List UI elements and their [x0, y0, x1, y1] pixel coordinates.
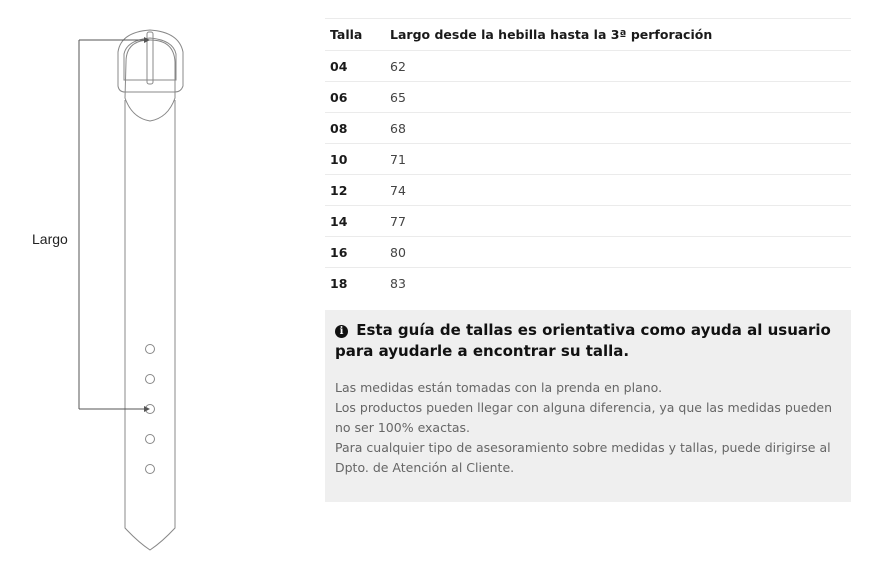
- cell-talla: 18: [325, 268, 385, 300]
- info-title: [335, 320, 841, 362]
- table-row: [325, 113, 851, 144]
- cell-largo: 83: [385, 268, 851, 300]
- largo-label: Largo: [32, 231, 68, 247]
- cell-talla: 12: [325, 175, 385, 206]
- cell-talla: 08: [325, 113, 385, 144]
- column-header-largo: Largo desde la hebilla hasta la 3ª perforación: [385, 19, 851, 51]
- table-row: [325, 175, 851, 206]
- cell-largo: 68: [385, 113, 851, 144]
- table-row: [325, 268, 851, 300]
- info-line: Las medidas están tomadas con la prenda en plano.: [335, 380, 663, 395]
- belt-diagram: [0, 0, 300, 566]
- info-text: [335, 378, 841, 478]
- info-box: [325, 310, 851, 502]
- table-row: [325, 206, 851, 237]
- info-circle-icon: i: [335, 325, 348, 338]
- measure-bracket: [79, 37, 150, 412]
- size-table: [325, 18, 851, 299]
- cell-largo: 74: [385, 175, 851, 206]
- cell-largo: 62: [385, 51, 851, 82]
- table-row: [325, 144, 851, 175]
- cell-talla: 16: [325, 237, 385, 268]
- belt-illustration: [0, 0, 300, 566]
- column-header-talla: Talla: [325, 19, 385, 51]
- cell-largo: 65: [385, 82, 851, 113]
- info-line: Para cualquier tipo de asesoramiento sobre medidas y tallas, puede dirigirse al Dpto. de Atención al Cliente.: [335, 440, 831, 475]
- info-title-text: Esta guía de tallas es orientativa como ayuda al usuario para ayudarle a encontrar su talla.: [335, 321, 831, 360]
- cell-talla: 04: [325, 51, 385, 82]
- table-row: [325, 82, 851, 113]
- table-row: [325, 237, 851, 268]
- cell-talla: 06: [325, 82, 385, 113]
- table-header-row: [325, 19, 851, 51]
- info-line: Los productos pueden llegar con alguna diferencia, ya que las medidas pueden no ser 100% exactas.: [335, 400, 833, 435]
- cell-talla: 14: [325, 206, 385, 237]
- cell-talla: 10: [325, 144, 385, 175]
- table-row: [325, 51, 851, 82]
- cell-largo: 77: [385, 206, 851, 237]
- cell-largo: 71: [385, 144, 851, 175]
- cell-largo: 80: [385, 237, 851, 268]
